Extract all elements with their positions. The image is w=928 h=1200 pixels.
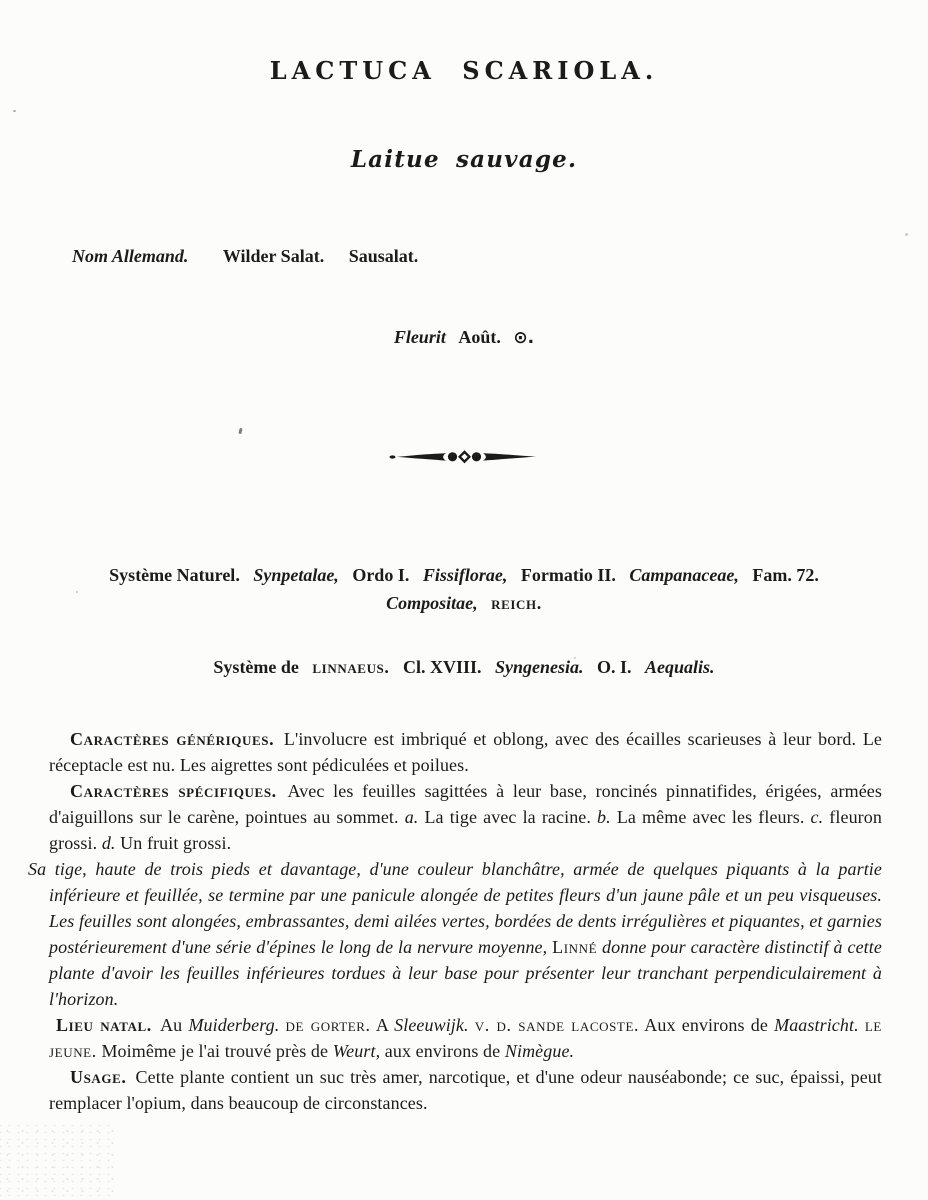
text-segment: Formatio II. [520, 565, 616, 585]
divider-ornament-icon [388, 448, 540, 465]
text-segment: Wilder Salat. [222, 246, 325, 266]
text-segment: A [375, 1015, 388, 1035]
text-segment: d. [101, 833, 116, 853]
scan-noise-patch [0, 1125, 115, 1200]
scan-speck [574, 657, 576, 659]
paragraph-caracteres-specifiques [49, 778, 882, 856]
subtitle-french-name: Laitue sauvage. [350, 146, 578, 173]
text-segment: Au [160, 1015, 183, 1035]
text-segment: Maastricht. [774, 1015, 859, 1035]
text-segment: Campanaceae, [629, 565, 739, 585]
text-segment: Fissiflorae, [422, 565, 508, 585]
text-segment: aux environs de [384, 1041, 501, 1061]
flowering-time-line [0, 327, 928, 348]
text-segment: Linné [552, 937, 598, 957]
paragraph-usage [49, 1064, 882, 1116]
text-segment: Caractères génériques. [70, 729, 275, 749]
body-text [28, 726, 883, 1116]
text-segment: reich. [491, 593, 542, 613]
text-segment: Ordo I. [352, 565, 410, 585]
text-segment: Cl. XVIII. [403, 657, 482, 677]
german-name-line [72, 246, 418, 267]
text-segment: donne pour caractère distinctif à cette plante d'avoir les feuilles inférieures tordues à leur base pour présenter leur tranchant perpendiculairement à l'horizon. [49, 937, 882, 1009]
text-segment: Weurt, [332, 1041, 381, 1061]
scan-speck [76, 591, 78, 593]
page-title: LACTUCA SCARIOLA. [269, 56, 659, 85]
text-segment: Sausalat. [348, 246, 419, 266]
natural-system-line-1 [0, 565, 928, 586]
text-segment: Caractères spécifiques. [70, 781, 277, 801]
text-segment: c. [810, 807, 824, 827]
text-segment: Synpetalae, [253, 565, 339, 585]
text-segment: Usage. [70, 1067, 127, 1087]
text-segment: Sleeuwijk. [394, 1015, 469, 1035]
text-segment: b. [597, 807, 611, 827]
paragraph-description [28, 856, 882, 1012]
text-segment: Fam. 72. [752, 565, 819, 585]
text-segment: de gorter. [285, 1015, 371, 1035]
text-segment: L'involucre est imbriqué et oblong, avec des écailles scarieuses à leur bord. Le réceptacle est nu. Les aigrettes sont pédiculées et poilues. [49, 729, 883, 775]
scan-speck [13, 110, 16, 112]
text-segment: Août. [458, 327, 501, 347]
natural-system-line-2 [0, 593, 928, 614]
scan-speck [905, 233, 908, 236]
text-segment: v. d. sande lacoste. [474, 1015, 640, 1035]
text-segment: Système Naturel. [109, 565, 240, 585]
text-segment: La tige avec la racine. [424, 807, 591, 827]
text-segment: Un fruit grossi. [120, 833, 232, 853]
text-segment: Compositae, [386, 593, 478, 613]
text-segment: Avec les feuilles sagittées à leur base, roncinés pinnatifides, érigées, armées d'aiguillons sur le carène, pointues au sommet. [49, 781, 882, 827]
scan-speck [238, 428, 242, 435]
annual-plant-symbol: ⊙. [513, 328, 535, 348]
text-segment: Nom Allemand. [72, 246, 189, 266]
text-segment: La même avec les fleurs. [616, 807, 805, 827]
text-segment: linnaeus. [312, 657, 390, 677]
text-segment: Lieu natal. [56, 1015, 152, 1035]
text-segment: Syngenesia. [495, 657, 584, 677]
text-segment: O. I. [597, 657, 632, 677]
text-segment: le jeune. [49, 1015, 882, 1061]
text-segment: Sa tige, haute de trois pieds et davantage, d'une couleur blanchâtre, armée de quelques piquants à la partie inférieure et feuillée, se termine par une panicule alongée de petites fleurs d'un jaune pâle et un peu visqueuses. Les feuilles sont alongées, embrassantes, demi ailées vertes, bordées de dents irrégulières et piquantes, et garnies postérieurement d'une série d'épines le long de la nervure moyenne, [28, 859, 882, 957]
text-segment: Système de [213, 657, 299, 677]
paragraph-lieu-natal [49, 1012, 882, 1064]
paragraph-caracteres-generiques [49, 726, 882, 778]
text-segment: fleuron grossi. [49, 807, 882, 853]
text-segment: Moimême je l'ai trouvé près de [101, 1041, 329, 1061]
text-segment: Cette plante contient un suc très amer, narcotique, et d'une odeur nauséabonde; ce suc, épaissi, peut remplacer l'opium, dans beaucoup de circonstances. [49, 1067, 882, 1113]
text-segment: Fleurit [393, 327, 446, 347]
text-segment: Muiderberg. [188, 1015, 280, 1035]
text-segment: Nimègue. [504, 1041, 575, 1061]
linnaeus-system-line [0, 657, 928, 678]
text-segment: Aequalis. [645, 657, 715, 677]
text-segment: a. [404, 807, 419, 827]
text-segment: Aux environs de [644, 1015, 768, 1035]
